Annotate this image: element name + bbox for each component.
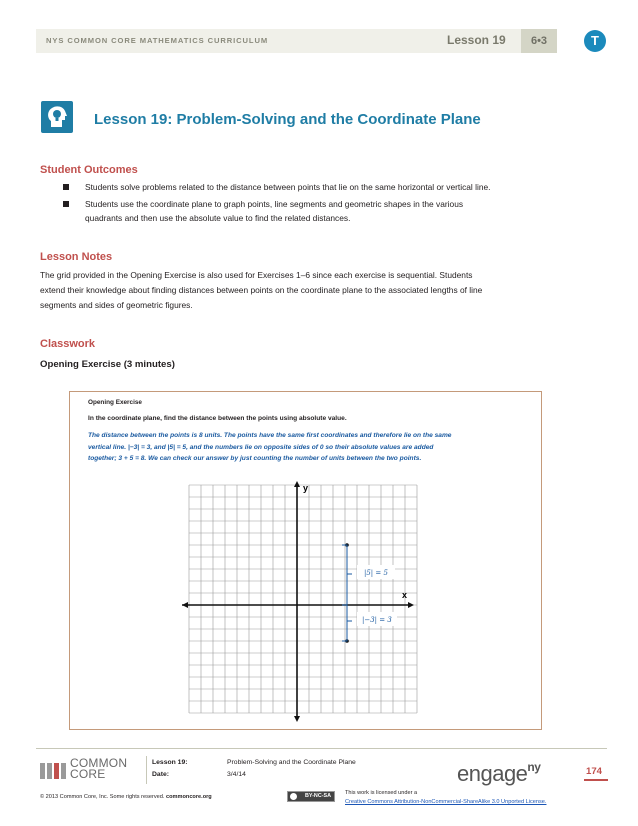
notes-line-1: The grid provided in the Opening Exercise is also used for Exercises 1–6 since each exercise is sequential. Students [40, 270, 473, 280]
distance-label-lower: |−3| = 3 [362, 616, 392, 624]
outcome-2: Students use the coordinate plane to graph points, line segments and geometric shapes in the various [85, 199, 464, 209]
bracket-lower [342, 605, 347, 641]
copyright-site: commoncore.org [166, 794, 212, 800]
notes-heading: Lesson Notes [40, 251, 113, 263]
license-link[interactable]: Creative Commons Attribution-NonCommercial-ShareAlike 3.0 Unported License. [345, 799, 547, 805]
y-axis-arrow-down [294, 716, 300, 722]
cc-icon [290, 793, 297, 800]
bullet-marker [63, 184, 69, 190]
engage-sup: ny [527, 760, 541, 774]
bracket-upper [342, 545, 347, 605]
exercise-prompt: In the coordinate plane, find the distance between the points using absolute value. [88, 415, 347, 422]
answer-line-1: The distance between the points is 8 units. The points have the same first coordinates and therefore lie on the same [88, 432, 452, 439]
notes-line-2: extend their knowledge about finding distances between points on the coordinate plane to the associated lengths of line [40, 285, 483, 295]
engageny-logo [457, 760, 540, 787]
exercise-title: Opening Exercise [88, 399, 142, 406]
classwork-heading: Classwork [40, 338, 96, 350]
cc-badge-text: BY-NC-SA [304, 793, 331, 799]
copyright [40, 794, 212, 800]
bullet-marker [63, 201, 69, 207]
notes-line-3: segments and sides of geometric figures. [40, 300, 193, 310]
page-title: Lesson 19: Problem-Solving and the Coordinate Plane [94, 111, 481, 128]
outcomes-heading: Student Outcomes [40, 164, 138, 176]
coordinate-grid [180, 478, 420, 723]
curriculum-label: NYS COMMON CORE MATHEMATICS CURRICULUM [46, 36, 269, 45]
exercise-answer [88, 430, 518, 465]
common-core-logo-text [70, 758, 127, 780]
logo-line-1: COMMON [70, 756, 128, 770]
footer-divider [36, 748, 607, 749]
footer-separator [146, 756, 147, 784]
x-axis-arrow-left [182, 602, 188, 608]
distance-label-upper: |5| = 5 [364, 569, 388, 577]
logo-line-2: CORE [70, 767, 106, 781]
answer-line-2: vertical line. |−3| = 3, and |5| = 5, and the numbers lie on opposite sides of 0 so their absolute values are added [88, 443, 434, 451]
outcome-2-cont: quadrants and then use the absolute value to find the related distances. [85, 213, 351, 223]
footer-lesson-label: Lesson 19: [152, 759, 188, 766]
cc-license-badge[interactable] [287, 791, 335, 802]
common-core-logo-icon [40, 762, 66, 780]
grade-module-badge: 6•3 [521, 29, 557, 53]
engage-text: engage [457, 761, 528, 786]
answer-line-3: together; 3 + 5 = 8. We can check our answer by just counting the number of units between the two points. [88, 455, 422, 462]
footer-date-label: Date: [152, 771, 169, 778]
x-axis-label: x [402, 590, 408, 600]
y-axis-label: y [303, 483, 309, 493]
outcome-1: Students solve problems related to the distance between points that lie on the same horizontal or vertical line. [85, 182, 491, 192]
page-number-underline [584, 779, 608, 781]
teacher-badge: T [584, 30, 606, 52]
footer-date-value: 3/4/14 [227, 771, 246, 778]
lightbulb-head-icon [41, 101, 73, 133]
page-number: 174 [586, 766, 603, 777]
license-line-1: This work is licensed under a [345, 790, 418, 796]
x-axis-arrow-right [408, 602, 414, 608]
footer-lesson-value: Problem-Solving and the Coordinate Plane [227, 759, 356, 766]
y-axis-arrow-up [294, 481, 300, 487]
copyright-text: © 2013 Common Core, Inc. Some rights reserved. [40, 794, 165, 800]
header-lesson: Lesson 19 [447, 33, 506, 47]
opening-exercise-heading: Opening Exercise (3 minutes) [40, 359, 175, 370]
